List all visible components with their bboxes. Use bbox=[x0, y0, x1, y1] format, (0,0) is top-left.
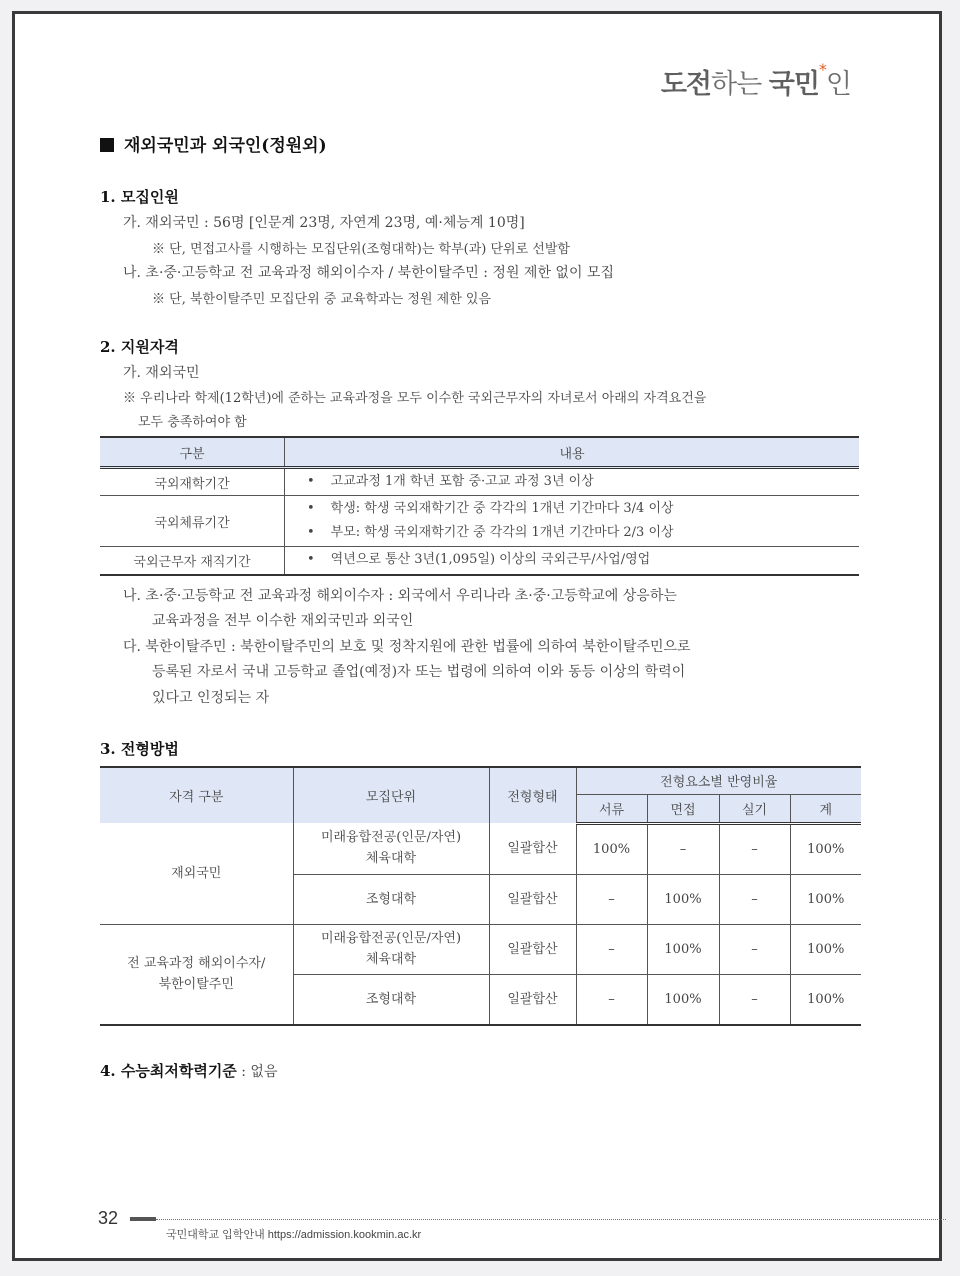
practical-cell: – bbox=[719, 823, 790, 874]
section-1-heading: 1. 모집인원 bbox=[100, 188, 179, 206]
practical-cell: – bbox=[719, 874, 790, 924]
interview-cell: 100% bbox=[647, 924, 719, 974]
group-label: 재외국민 bbox=[100, 823, 293, 924]
footer-bar bbox=[130, 1217, 156, 1221]
total-cell: 100% bbox=[790, 924, 861, 974]
row-label: 국외재학기간 bbox=[100, 468, 285, 496]
header-unit: 모집단위 bbox=[293, 767, 489, 823]
table-row bbox=[100, 823, 861, 874]
practical-cell: – bbox=[719, 974, 790, 1025]
section-2-da-line3: 있다고 인정되는 자 bbox=[152, 690, 270, 706]
table-row bbox=[100, 547, 859, 575]
header-document: 서류 bbox=[576, 794, 647, 823]
row-content bbox=[285, 547, 860, 575]
header-interview: 면접 bbox=[647, 794, 719, 823]
section-4-value: : 없음 bbox=[236, 1064, 278, 1080]
document-cell: – bbox=[576, 874, 647, 924]
table-row bbox=[100, 496, 859, 547]
header-ratio: 전형요소별 반영비율 bbox=[576, 767, 861, 794]
type-cell: 일괄합산 bbox=[489, 924, 576, 974]
header-practical: 실기 bbox=[719, 794, 790, 823]
unit-cell bbox=[293, 823, 489, 874]
table-header: 구분 bbox=[100, 437, 285, 468]
type-cell: 일괄합산 bbox=[489, 874, 576, 924]
table-header: 내용 bbox=[285, 437, 860, 468]
section-1-na-note: ※ 단, 북한이탈주민 모집단위 중 교육학과는 정원 제한 있음 bbox=[152, 292, 492, 307]
unit-line: 미래융합전공(인문/자연) bbox=[320, 931, 462, 946]
total-cell: 100% bbox=[790, 823, 861, 874]
section-2-note-line1: ※ 우리나라 학제(12학년)에 준하는 교육과정을 모두 이수한 국외근무자의 자녀로서 아래의 자격요건을 bbox=[123, 391, 707, 406]
total-cell: 100% bbox=[790, 874, 861, 924]
header-type: 전형형태 bbox=[489, 767, 576, 823]
section-3-heading: 3. 전형방법 bbox=[100, 740, 179, 758]
selection-method-table bbox=[100, 766, 861, 1026]
section-1-na: 나. 초·중·고등학교 전 교육과정 해외이수자 / 북한이탈주민 : 정원 제한 없이 모집 bbox=[123, 265, 614, 281]
row-label: 국외근무자 재직기간 bbox=[100, 547, 285, 575]
brand-text: 하는 bbox=[710, 69, 769, 100]
section-2-da-line1: 다. 북한이탈주민 : 북한이탈주민의 보호 및 정착지원에 관한 법률에 의하여 북한이탈주민으로 bbox=[123, 639, 691, 655]
footer-divider bbox=[156, 1219, 946, 1220]
row-content bbox=[285, 496, 860, 547]
total-cell: 100% bbox=[790, 974, 861, 1025]
bullet-item: • 역년으로 통산 3년(1,095일) 이상의 국외근무/사업/영업 bbox=[307, 548, 859, 572]
unit-line: 체육대학 bbox=[365, 952, 417, 967]
section-1-ga-note: ※ 단, 면접고사를 시행하는 모집단위(조형대학)는 학부(과) 단위로 선발함 bbox=[152, 242, 570, 257]
header-qualification: 자격 구분 bbox=[100, 767, 293, 823]
footer-text: 국민대학교 입학안내 https://admission.kookmin.ac.kr bbox=[166, 1229, 422, 1241]
interview-cell: 100% bbox=[647, 874, 719, 924]
page-title bbox=[100, 131, 327, 156]
section-2-ga: 가. 재외국민 bbox=[123, 365, 200, 381]
brand-text: 인 bbox=[825, 69, 851, 100]
brand-logo bbox=[661, 62, 851, 101]
type-cell: 일괄합산 bbox=[489, 823, 576, 874]
type-cell: 일괄합산 bbox=[489, 974, 576, 1025]
qualification-table bbox=[100, 436, 859, 576]
page-title-text: 재외국민과 외국인(정원외) bbox=[124, 136, 327, 156]
section-2-note-line2: 모두 충족하여야 함 bbox=[138, 415, 247, 430]
page-number: 32 bbox=[98, 1208, 119, 1228]
bullet-item: • 부모: 학생 국외재학기간 중 각각의 1개년 기간마다 2/3 이상 bbox=[307, 521, 859, 545]
bullet-item: • 고교과정 1개 학년 포함 중·고교 과정 3년 이상 bbox=[307, 470, 859, 494]
table-row bbox=[100, 924, 861, 974]
section-2-na-line2: 교육과정을 전부 이수한 재외국민과 외국인 bbox=[152, 613, 414, 629]
brand-text: 도전 bbox=[660, 69, 711, 100]
unit-line: 체육대학 bbox=[365, 851, 417, 867]
unit-line: 미래융합전공(인문/자연) bbox=[320, 830, 462, 846]
group-label bbox=[100, 924, 293, 1025]
square-bullet-icon bbox=[100, 138, 114, 152]
row-content bbox=[285, 468, 860, 496]
document-cell: 100% bbox=[576, 823, 647, 874]
section-2-da-line2: 등록된 자로서 국내 고등학교 졸업(예정)자 또는 법령에 의하여 이와 동등 이상의 학력이 bbox=[152, 664, 686, 680]
unit-cell: 조형대학 bbox=[293, 974, 489, 1025]
table-row bbox=[100, 468, 859, 496]
group-label-line: 전 교육과정 해외이수자/ bbox=[127, 956, 266, 971]
brand-text: 국민 bbox=[768, 69, 819, 100]
bullet-item: • 학생: 학생 국외재학기간 중 각각의 1개년 기간마다 3/4 이상 bbox=[307, 497, 859, 521]
header-total: 계 bbox=[790, 794, 861, 823]
section-2-heading: 2. 지원자격 bbox=[100, 338, 179, 356]
section-4-heading: 4. 수능최저학력기준 bbox=[100, 1062, 237, 1080]
unit-cell: 조형대학 bbox=[293, 874, 489, 924]
interview-cell: – bbox=[647, 823, 719, 874]
practical-cell: – bbox=[719, 924, 790, 974]
group-label-line: 북한이탈주민 bbox=[158, 977, 234, 992]
section-2-na-line1: 나. 초·중·고등학교 전 교육과정 해외이수자 : 외국에서 우리나라 초·중·고등학교에 상응하는 bbox=[123, 588, 677, 604]
star-icon: * bbox=[818, 60, 826, 79]
document-cell: – bbox=[576, 974, 647, 1025]
row-label: 국외체류기간 bbox=[100, 496, 285, 547]
section-1-ga: 가. 재외국민 : 56명 [인문계 23명, 자연계 23명, 예·체능계 10명] bbox=[123, 215, 525, 231]
section-4 bbox=[100, 1060, 277, 1081]
interview-cell: 100% bbox=[647, 974, 719, 1025]
document-cell: – bbox=[576, 924, 647, 974]
unit-cell bbox=[293, 924, 489, 974]
